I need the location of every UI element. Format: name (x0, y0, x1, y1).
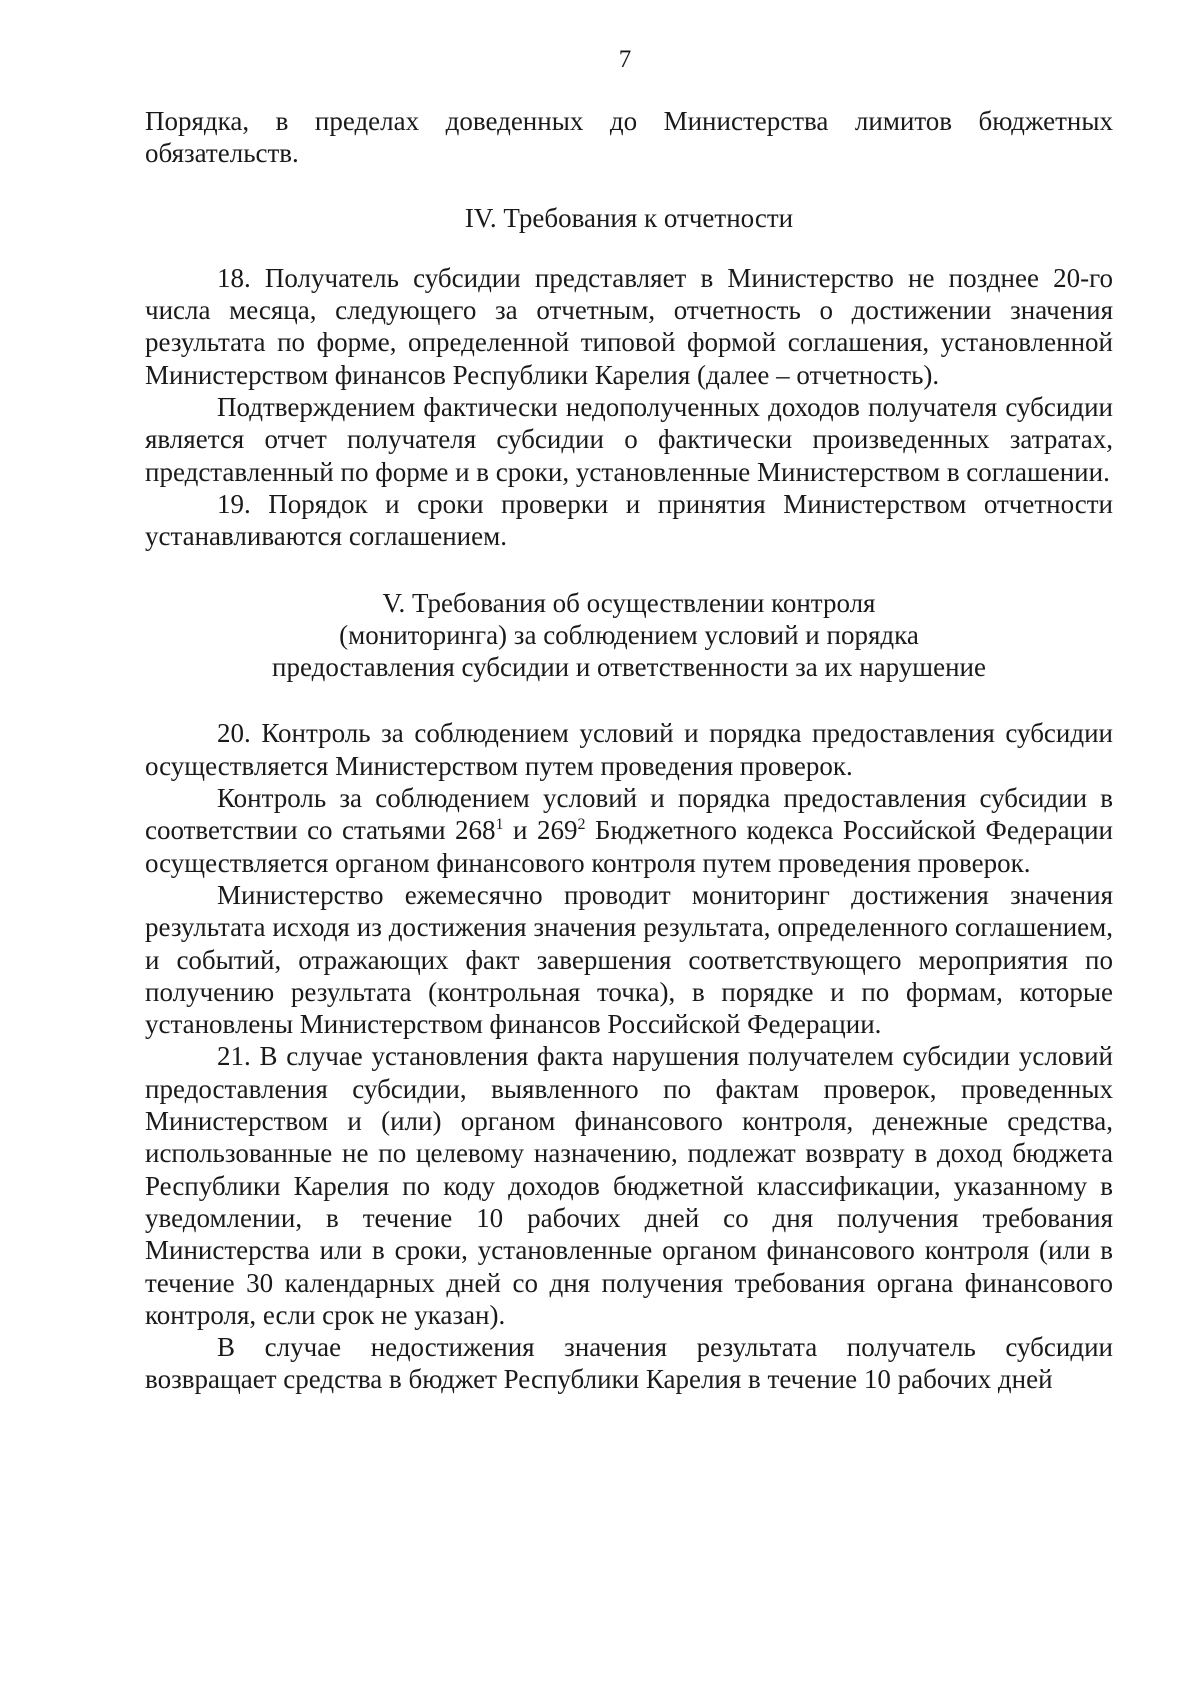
paragraph-20-monitoring: Министерство ежемесячно проводит мониторинг достижения значения результата исходя из достижения значения результата, определенного соглашением, и событий, отражающих факт завершения соответствующего мероприятия по получению результата (контрольная точка), в порядке и по формам, которые установлены Министерством финансов Российской Федерации. (145, 879, 1113, 1040)
paragraph-20-budget-code-part-2: и 269 (503, 815, 578, 846)
intro-paragraph: Порядка, в пределах доведенных до Министерства лимитов бюджетных обязательств. (145, 106, 1113, 169)
paragraph-20-budget-code (145, 782, 1113, 879)
paragraph-20-budget-code-part-3: Бюджетного кодекса Российской Федерации осуществляется органом финансового контроля путем проведения проверок. (145, 815, 1114, 878)
spacer (145, 170, 1113, 202)
paragraph-18: 18. Получатель субсидии представляет в Министерство не позднее 20-го числа месяца, следующего за отчетным, отчетность о достижении значения результата по форме, определенной типовой формой соглашения, установленной Министерством финансов Республики Карелия (далее – отчетность). (145, 262, 1113, 390)
paragraph-21-refund: В случае недостижения значения результата получатель субсидии возвращает средства в бюджет Республики Карелия в течение 10 рабочих дней (145, 1332, 1113, 1395)
superscript-1: 1 (495, 816, 504, 834)
paragraph-20-budget-code-part-1: Контроль за соблюдением условий и порядка предоставления субсидии в соответствии со статьями 268 (145, 783, 1113, 846)
document-body (145, 105, 1113, 1396)
section-heading-v (145, 587, 1113, 684)
paragraph-21: 21. В случае установления факта нарушения получателем субсидии условий предоставления субсидии, выявленного по фактам проверок, проведенных Министерством и (или) органом финансового контроля, денежные средства, использованные не по целевому назначению, подлежат возврату в доход бюджета Республики Карелия по коду доходов бюджетной классификации, указанному в уведомлении, в течение 10 рабочих дней со дня получения требования Министерства или в сроки, установленные органом финансового контроля (или в течение 30 календарных дней со дня получения требования органа финансового контроля, если срок не указан). (145, 1041, 1113, 1330)
section-heading-v-line-2: (мониторинга) за соблюдением условий и порядка (339, 619, 919, 650)
spacer (145, 683, 1113, 717)
spacer (145, 553, 1113, 587)
section-heading-iv: IV. Требования к отчетности (464, 202, 794, 233)
paragraph-18-confirmation: Подтверждением фактически недополученных доходов получателя субсидии является отчет получателя субсидии о фактически произведенных затратах, представленный по форме и в сроки, установленные Министерством в соглашении. (145, 392, 1113, 487)
superscript-2: 2 (577, 816, 586, 834)
spacer (145, 234, 1113, 262)
paragraph-19: 19. Порядок и сроки проверки и принятия Министерством отчетности устанавливаются соглашением. (145, 488, 1113, 552)
section-heading-v-line-1: V. Требования об осуществлении контроля (382, 587, 876, 618)
paragraph-20: 20. Контроль за соблюдением условий и порядка предоставления субсидии осуществляется Министерством путем проведения проверок. (145, 718, 1113, 781)
section-heading-v-line-3: предоставления субсидии и ответственности за их нарушение (272, 652, 986, 683)
page-number: 7 (618, 46, 632, 73)
